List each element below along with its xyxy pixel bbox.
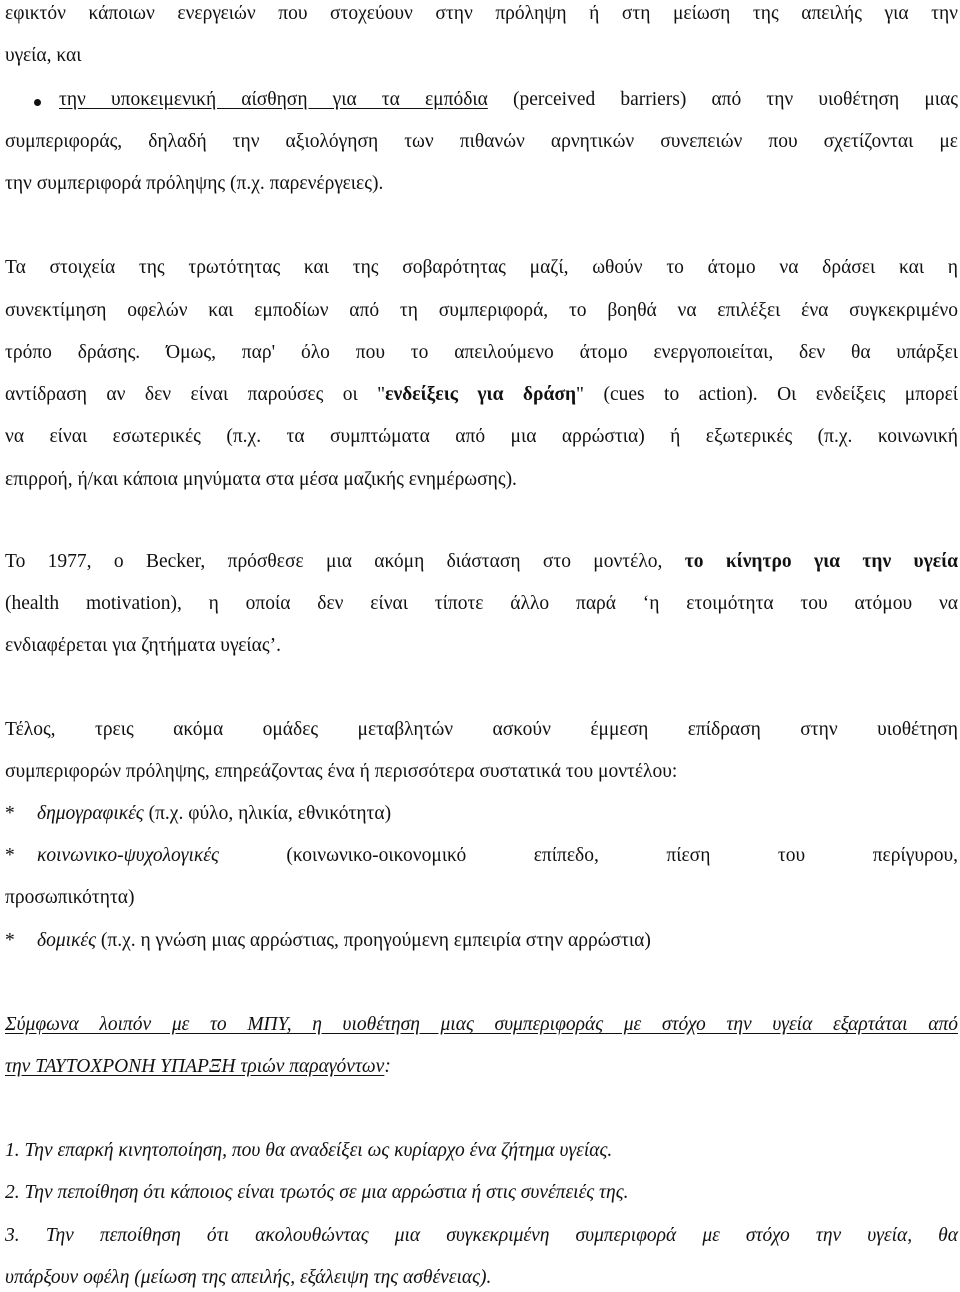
para2-line-2: (health motivation), η οποία δεν είναι τίποτε άλλο παρά ‘η ετοιμότητα του ατόμου να [5,593,958,614]
para1-line-2: συνεκτίμηση οφελών και εμποδίων από τη συμπεριφορά, το βοηθά να επιλέξει ένα συγκεκριμένο [5,300,958,321]
factor-3-line-2: υπάρξουν οφέλη (μείωση της απειλής, εξάλειψη της ασθένειας). [5,1267,492,1288]
conclusion-line-2 [5,1053,958,1081]
asterisk-marker: * [5,930,15,951]
para1-line-4-post: " (cues to action). Οι ενδείξεις μπορεί [576,384,959,405]
cues-to-action-term: ενδείξεις για δράση [385,384,577,405]
list-item-demographic [5,800,958,828]
bullet-dot [34,99,41,106]
para2-line-3: ενδιαφέρεται για ζητήματα υγείας’. [5,635,281,656]
asterisk-marker: * [5,845,15,866]
factor-1: 1. Την επαρκή κινητοποίηση, που θα αναδείξει ως κυρίαρχο ένα ζήτημα υγείας. [5,1140,613,1161]
para1-line-5: να είναι εσωτερικές (π.χ. τα συμπτώματα από μια αρρώστια) ή εξωτερικές (π.χ. κοινωνική [5,426,958,447]
para1-line-4-pre: αντίδραση αν δεν είναι παρούσες οι " [5,384,386,405]
para1-line-3: τρόπο δράσης. Όμως, παρ' όλο που το απειλούμενο άτομο ενεργοποιείται, δεν θα υπάρξει [5,342,958,363]
item-psychosocial-label: κοινωνικο-ψυχολογικές [37,845,219,866]
factor-3-line-1: 3. Την πεποίθηση ότι ακολουθώντας μια συγκεκριμένη συμπεριφορά με στόχο την υγεία, θα [5,1225,958,1246]
para3-line-1: Τέλος, τρεις ακόμα ομάδες μεταβλητών ασκούν έμμεση επίδραση στην υιοθέτηση [5,719,958,740]
intro-line-1: εφικτόν κάποιων ενεργειών που στοχεύουν στην πρόληψη ή στη μείωση της απειλής για την [5,3,958,24]
bullet-underlined-text: την υποκειμενική αίσθηση για τα εμπόδια [59,89,488,110]
para1-line-4 [5,381,958,409]
item-demographic-detail: (π.χ. φύλο, ηλικία, εθνικότητα) [143,803,392,824]
health-motivation-term: το κίνητρο για την υγεία [684,551,959,572]
bullet-line-3: την συμπεριφορά πρόληψης (π.χ. παρενέργειες). [5,173,384,194]
conclusion-text-2: την ΤΑΥΤΟΧΡΟΝΗ ΥΠΑΡΞΗ τριών παραγόντων [5,1056,385,1077]
conclusion-line-1 [5,1011,958,1039]
para1-line-1: Τα στοιχεία της τρωτότητας και της σοβαρότητας μαζί, ωθούν το άτομο να δράσει και η [5,257,958,278]
bullet-line-2: συμπεριφοράς, δηλαδή την αξιολόγηση των πιθανών αρνητικών συνεπειών που σχετίζονται με [5,131,958,152]
bullet-rest: (perceived barriers) από την υιοθέτηση μιας [487,89,958,110]
list-item-structural [5,927,958,955]
para3-line-2: συμπεριφορών πρόληψης, επηρεάζοντας ένα ή περισσότερα συστατικά του μοντέλου: [5,761,678,782]
conclusion-colon: : [384,1056,391,1077]
item-structural-label: δομικές [37,930,96,951]
para1-line-6: επιρροή, ή/και κάποια μηνύματα στα μέσα μαζικής ενημέρωσης). [5,469,517,490]
bullet-line-1 [59,86,958,114]
factor-2: 2. Την πεποίθηση ότι κάποιος είναι τρωτός σε μια αρρώστια ή στις συνέπειές της. [5,1182,629,1203]
intro-line-2: υγεία, και [5,45,82,66]
list-item-psychosocial [5,842,958,870]
asterisk-marker: * [5,803,15,824]
list-item-psychosocial-cont: προσωπικότητα) [5,887,135,908]
para2-line-1 [5,548,958,576]
item-structural-detail: (π.χ. η γνώση μιας αρρώστιας, προηγούμενη εμπειρία στην αρρώστια) [95,930,651,951]
para2-line-1-pre: Το 1977, ο Becker, πρόσθεσε μια ακόμη διάσταση στο μοντέλο, [5,551,685,572]
item-demographic-label: δημογραφικές [37,803,144,824]
item-psychosocial-detail: (κοινωνικο-οικονομικό επίπεδο, πίεση του περίγυρου, [218,845,958,866]
conclusion-text-1: Σύμφωνα λοιπόν με το ΜΠΥ, η υιοθέτηση μιας συμπεριφοράς με στόχο την υγεία εξαρτάται από [5,1014,958,1035]
